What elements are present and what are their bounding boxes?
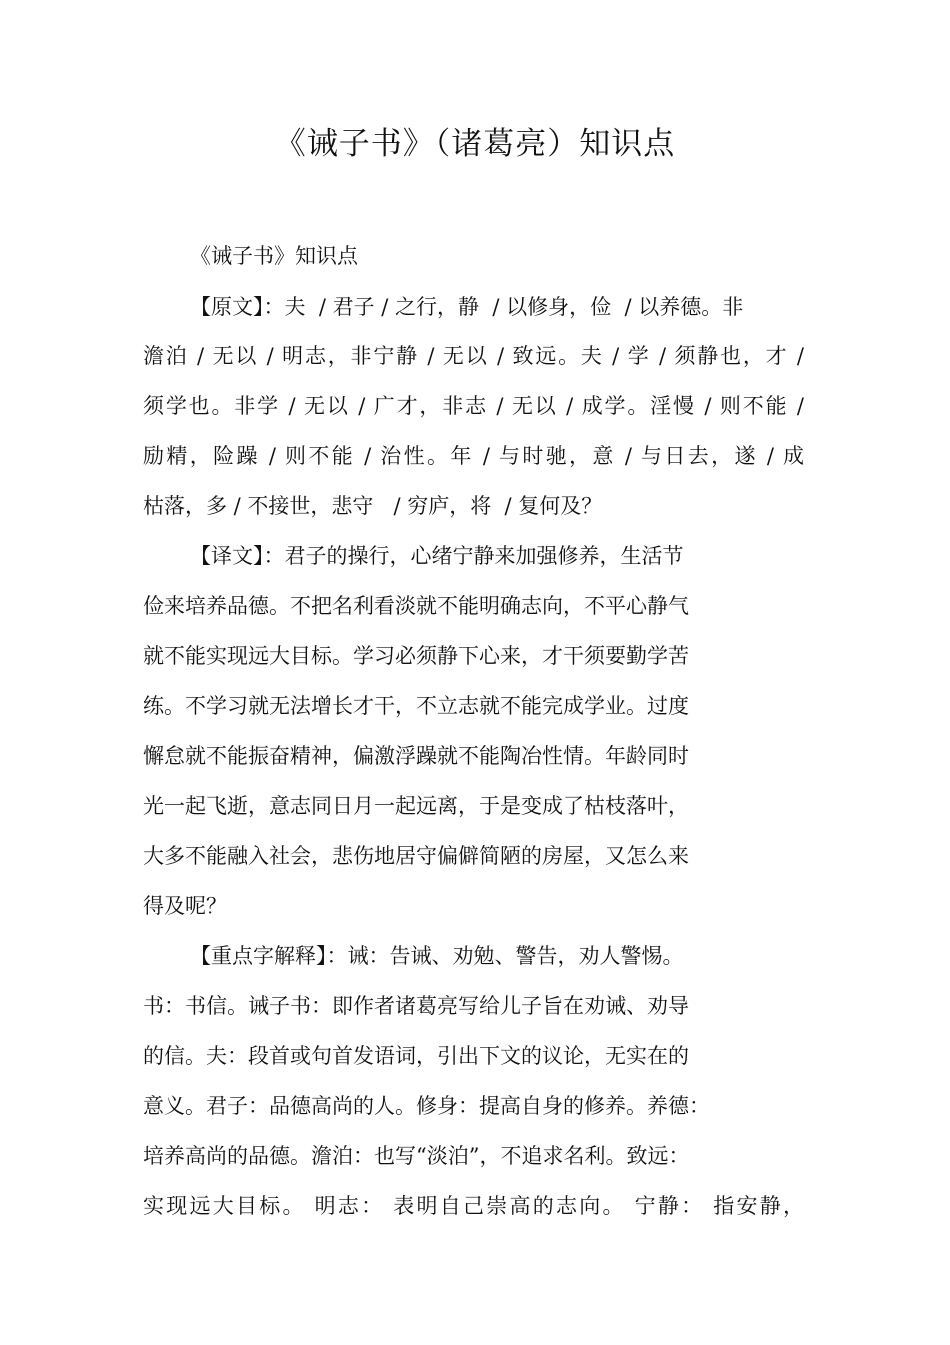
translation-line: 懈怠就不能振奋精神，偏激浮躁就不能陶冶性情。年龄同时 — [143, 744, 689, 768]
translation-line: 光一起飞逝，意志同日月一起远离，于是变成了枯枝落叶， — [143, 794, 689, 818]
keyword-line: 【重点字解释】：诫：告诫、劝勉、警告，劝人警惕。 — [190, 944, 684, 968]
keyword-line: 培养高尚的品德。澹泊：也写“淡泊”，不追求名利。致远： — [143, 1144, 690, 1168]
translation-line: 俭来培养品德。不把名利看淡就不能明确志向，不平心静气 — [143, 594, 689, 618]
original-line: 枯落，多 / 不接世，悲守 / 穷庐，将 / 复何及？ — [143, 494, 603, 518]
keyword-line: 书：书信。诫子书：即作者诸葛亮写给儿子旨在劝诫、劝导 — [143, 994, 689, 1018]
translation-line: 【译文】：君子的操行，心绪宁静来加强修养，生活节 — [190, 544, 684, 568]
original-line: 澹泊 / 无以 / 明志，非宁静 / 无以 / 致远。夫 / 学 / 须静也，才 / — [143, 344, 804, 368]
translation-line: 大多不能融入社会，悲伤地居守偏僻简陋的房屋，又怎么来 — [143, 844, 689, 868]
page-title: 《诫子书》（诸葛亮）知识点 — [274, 126, 676, 162]
translation-line: 就不能实现远大目标。学习必须静下心来，才干须要勤学苦 — [143, 644, 689, 668]
keyword-line: 意义。君子：品德高尚的人。修身：提高自身的修养。养德： — [143, 1094, 710, 1118]
keyword-line: 的信。夫：段首或句首发语词，引出下文的议论，无实在的 — [143, 1044, 689, 1068]
original-line: 须学也。非学 / 无以 / 广才，非志 / 无以 / 成学。淫慢 / 则不能 / — [143, 394, 804, 418]
subtitle: 《诫子书》知识点 — [190, 244, 358, 268]
translation-line: 得及呢？ — [143, 894, 227, 918]
original-line: 【原文】：夫 / 君子 / 之行，静 / 以修身，俭 / 以养德。非 — [190, 295, 744, 319]
keyword-line: 实现远大目标。 明志： 表明自己崇高的志向。 宁静： 指安静， — [143, 1194, 804, 1218]
original-line: 励精，险躁 / 则不能 / 治性。年 / 与时驰，意 / 与日去，遂 / 成 — [143, 444, 804, 468]
translation-line: 练。不学习就无法增长才干，不立志就不能完成学业。过度 — [143, 694, 689, 718]
